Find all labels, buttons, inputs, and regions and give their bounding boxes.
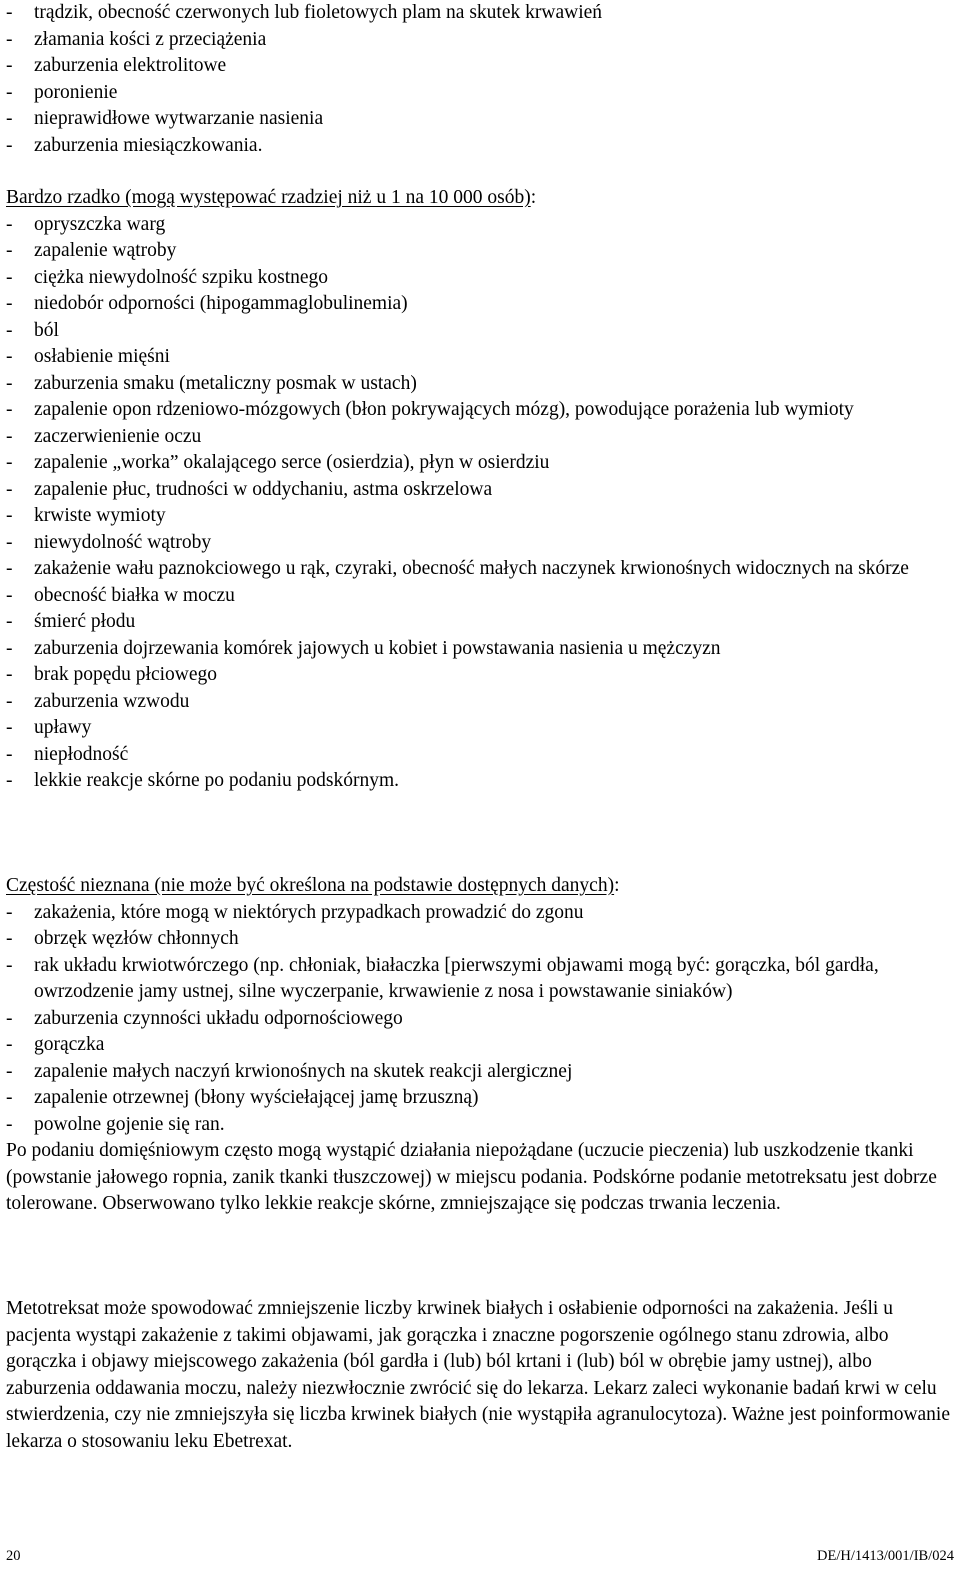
list-item: - ból [6,319,59,341]
list-item: - krwiste wymioty [6,505,166,526]
unknown-section [6,873,954,1218]
infection-section [6,1296,954,1456]
list-item: - złamania kości z przeciążenia [6,28,267,50]
list-item: - obrzęk węzłów chłonnych [6,928,239,949]
list-item: - niedobór odporności (hipogammaglobulinemia) [6,293,408,314]
list-item: - poronienie [6,81,118,103]
list-item: - ciężka niewydolność szpiku kostnego [6,266,329,288]
list-item: - powolne gojenie się ran. [6,1113,225,1135]
list-item: - opryszczka warg [6,213,166,235]
paragraph-injection-effects: Po podaniu domięśniowym często mogą wystąpić działania niepożądane (uczucie pieczenia) lub uszkodzenie tkanki (powstanie jałowego ropnia, zanik tkanki tłuszczowej) w miejscu podania. Podskórne podanie metotreksatu jest dobrze tolerowane. Obserwowano tylko lekkie reakcje skórne, zmniejszające się podczas trwania leczenia. [6,1140,937,1215]
list-item: - zapalenie otrzewnej (błony wyściełającej jamę brzuszną) [6,1087,479,1108]
list-item: - brak popędu płciowego [6,664,218,685]
list-item: - zapalenie małych naczyń krwionośnych na skutek reakcji alergicznej [6,1060,573,1082]
list-item: - śmierć płodu [6,611,136,632]
list-item: - niepłodność [6,743,129,765]
list-item: - zakażenia, które mogą w niektórych przypadkach prowadzić do zgonu [6,901,584,923]
section-heading-rare: Bardzo rzadko (mogą występować rzadziej niż u 1 na 10 000 osób): [6,187,537,208]
rare-section [6,185,954,795]
page-footer [6,1548,954,1565]
page-number: 20 [6,1548,21,1564]
list-item: - lekkie reakcje skórne po podaniu podskórnym. [6,770,399,791]
list-item: - niewydolność wątroby [6,531,212,553]
list-item: - gorączka [6,1034,105,1055]
paragraph-infection-warning: Metotreksat może spowodować zmniejszenie liczby krwinek białych i osłabienie odporności na zakażenia. Jeśli u pacjenta wystąpi zakażenie z takimi objawami, jak gorączka i znaczne pogorszenie ogólnego stanu zdrowia, albo gorączka i objawy miejscowego zakażenia (ból gardła i (lub) ból krtani i (lub) ból w obrębie jamy ustnej), albo zaburzenia oddawania moczu, należy niezwłocznie zwrócić się do lekarza. Lekarz zaleci wykonanie badań krwi w celu stwierdzenia, czy nie zmniejszyła się liczba krwinek białych (nie wystąpiła agranulocytoza). Ważne jest poinformowanie lekarza o stosowaniu leku Ebetrexat. [6,1298,950,1452]
document-code: DE/H/1413/001/IB/024 [817,1548,954,1564]
list-item: - upławy [6,717,92,738]
list-item: - zapalenie „worka” okalającego serce (osierdzia), płyn w osierdziu [6,452,550,473]
list-item: - obecność białka w moczu [6,584,235,606]
list-item: - nieprawidłowe wytwarzanie nasienia [6,108,324,129]
list-item: - zaczerwienienie oczu [6,425,202,447]
list-item: - zaburzenia elektrolitowe [6,55,227,76]
list-item: - zaburzenia miesiączkowania. [6,134,263,156]
list-item: - trądzik, obecność czerwonych lub fioletowych plam na skutek krwawień [6,2,603,23]
list-item: - zapalenie płuc, trudności w oddychaniu, astma oskrzelowa [6,478,493,500]
list-item: - rak układu krwiotwórczego (np. chłoniak, białaczka [pierwszymi objawami mogą być: gorączka, ból gardła, owrzodzenie jamy ustnej, silne wyczerpanie, krwawienie z nosa i powstawanie siniaków) [6,954,879,1002]
list-item: - zaburzenia dojrzewania komórek jajowych u kobiet i powstawania nasienia u mężczyzn [6,637,721,659]
list-item: - zaburzenia wzwodu [6,690,190,712]
section-heading-unknown: Częstość nieznana (nie może być określona na podstawie dostępnych danych): [6,875,620,896]
list-item: - osłabienie mięśni [6,346,170,367]
list-item: - zaburzenia czynności układu odpornościowego [6,1007,403,1029]
list-item: - zaburzenia smaku (metaliczny posmak w ustach) [6,372,417,394]
top-list [6,0,954,159]
list-item: - zapalenie wątroby [6,240,177,261]
list-item: - zakażenie wału paznokciowego u rąk, czyraki, obecność małych naczynek krwionośnych widocznych na skórze [6,558,909,579]
list-item: - zapalenie opon rdzeniowo-mózgowych (błon pokrywających mózg), powodujące porażenia lub wymioty [6,399,854,420]
